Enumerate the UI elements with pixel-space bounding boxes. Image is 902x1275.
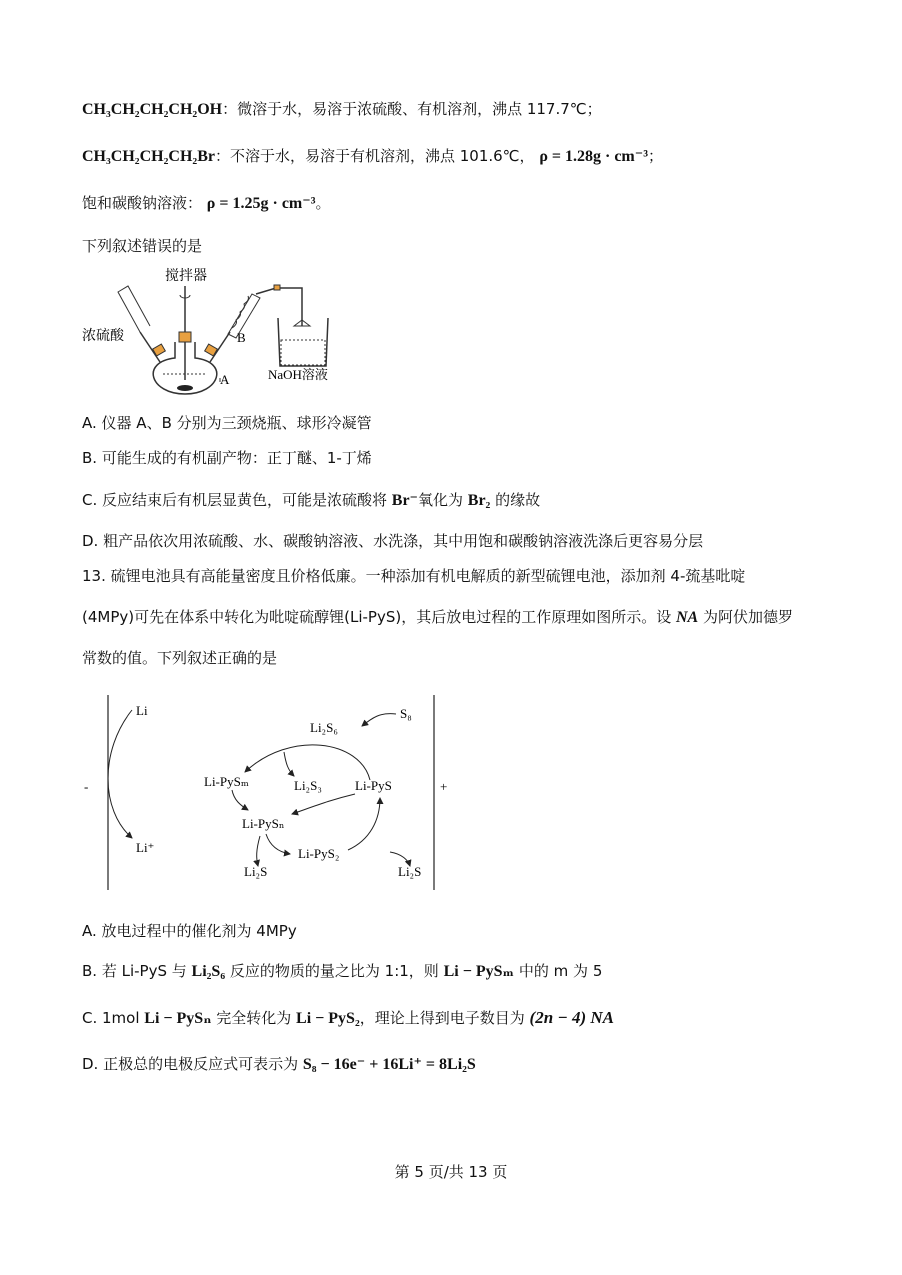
battery-diagram [80,690,460,900]
q12-option-c [82,490,540,511]
li-pys-label: Li-PyS [355,778,392,793]
butanol-formula: CH₃CH₂CH₂CH₂OH [82,101,223,118]
q13-c-electrons: (2n − 4) NA [529,1008,614,1027]
butanol-line [82,99,602,120]
plus-sign: + [440,779,448,794]
q13-c-mid2: ，理论上得到电子数目为 [359,1009,530,1027]
q13-c-mid: 完全转化为 [211,1009,297,1027]
q13-b-mid: 反应的物质的量之比为 1:1，则 [225,962,444,980]
q13-stem-line2 [82,607,793,628]
q12-option-a: A. 仪器 A、B 分别为三颈烧瓶、球形冷凝管 [82,414,372,432]
li-label: Li [136,703,148,718]
q13-b-li2s6: Li₂S₆ [191,963,226,980]
li-plus-label: Li⁺ [136,840,155,855]
q13-b-pre: B. 若 Li-PyS 与 [82,962,192,980]
label-a: A [220,372,230,387]
page-footer: 第 5 页/共 13 页 [394,1163,508,1181]
q13-d-pre: D. 正极总的电极反应式可表示为 [82,1055,303,1073]
q12-option-d: D. 粗产品依次用浓硫酸、水、碳酸钠溶液、水洗涤，其中用饱和碳酸钠溶液洗涤后更容易分层 [82,532,704,550]
na2co3-label: 饱和碳酸钠溶液： [82,194,203,212]
label-b: B [237,330,246,345]
stirrer-label: 搅拌器 [165,269,207,284]
li-pysm-label: Li-PySₘ [204,774,249,789]
na2co3-end: 。 [315,194,331,212]
q13-b-post: 中的 m 为 5 [514,962,603,980]
q12-c-mid: 氧化为 [418,491,468,509]
bromobutane-line [82,146,663,167]
q13-b-lipysm: Li − PySₘ [443,963,515,980]
bromobutane-density: ρ = 1.28g · cm⁻³ [539,148,648,165]
q13-na-symbol: NA [675,609,699,626]
q13-c-lipysn: Li − PySₙ [144,1010,212,1027]
q12-option-b: B. 可能生成的有机副产物：正丁醚、1-丁烯 [82,449,372,467]
q12-stem: 下列叙述错误的是 [82,237,203,255]
q13-stem-pre: (4MPy)可先在体系中转化为吡啶硫醇锂(Li-PyS)，其后放电过程的工作原理如图所示。设 [82,608,676,626]
q13-stem-line3: 常数的值。下列叙述正确的是 [82,649,278,667]
q12-c-post: 的缘故 [490,491,541,509]
li2s-label-b: Li₂S [398,864,422,879]
li-pys2-label: Li-PyS₂ [298,846,340,861]
apparatus-figure [80,262,350,402]
q13-stem-line1: 13. 硫锂电池具有高能量密度且价格低廉。一种添加有机电解质的新型硫锂电池，添加剂 4-巯基吡啶 [82,567,746,585]
bromobutane-formula: CH₃CH₂CH₂CH₂Br [82,148,215,165]
q13-c-pre: C. 1mol [82,1009,145,1027]
q13-option-b [82,961,602,982]
li2s-label-a: Li₂S [244,864,268,879]
butanol-desc: ：微溶于水，易溶于浓硫酸、有机溶剂，沸点 117.7℃； [222,100,602,118]
q13-d-equation: S₈ − 16e⁻ + 16Li⁺ = 8Li₂S [302,1056,476,1073]
bromobutane-desc: ：不溶于水，易溶于有机溶剂，沸点 101.6℃， [214,147,535,165]
bromobutane-end: ； [648,147,664,165]
li2s6-label: Li₂S₆ [310,720,338,735]
q13-c-lipys2: Li − PyS₂ [296,1010,360,1027]
q12-c-pre: C. 反应结束后有机层显黄色，可能是浓硫酸将 [82,491,392,509]
minus-sign: - [84,779,89,794]
q13-option-c [82,1008,614,1029]
q12-c-bromine: Br₂ [467,492,491,509]
q12-c-bromide: Br⁻ [391,492,418,509]
s8-label: S₈ [400,706,412,721]
q13-option-a: A. 放电过程中的催化剂为 4MPy [82,922,297,940]
li-pysn-label: Li-PySₙ [242,816,285,831]
q13-stem-post: 为阿伏加德罗 [698,608,793,626]
na2co3-density: ρ = 1.25g · cm⁻³ [206,195,316,212]
acid-label: 浓硫酸 [82,329,124,344]
naoh-label: NaOH溶液 [268,367,328,382]
q13-option-d [82,1054,476,1075]
li2s3-label: Li₂S₃ [294,778,322,793]
na2co3-line [82,193,331,214]
